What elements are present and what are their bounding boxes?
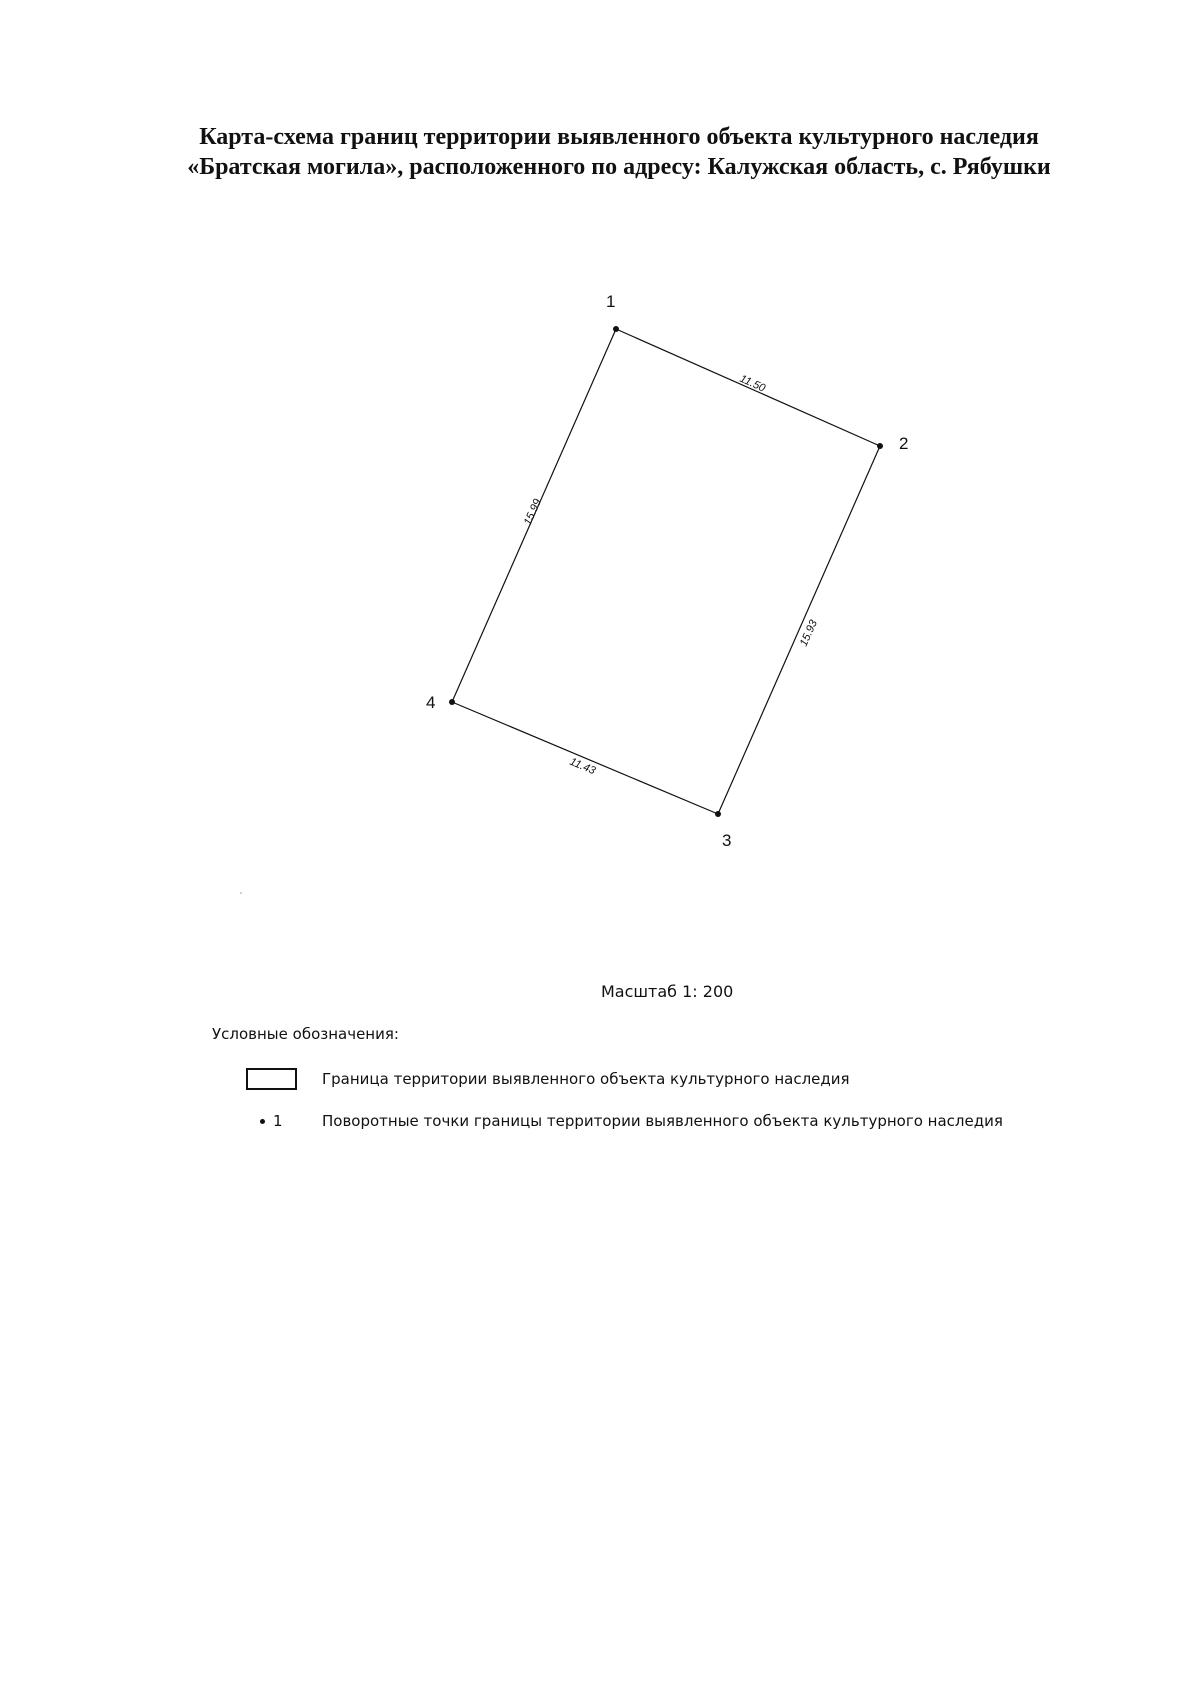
boundary-polygon — [452, 329, 880, 814]
segment-length-3-4: 11.43 — [567, 755, 598, 778]
scan-speck — [240, 892, 242, 894]
legend-symbol-turning-points — [240, 1112, 322, 1130]
dot-icon — [260, 1119, 265, 1124]
turning-point-3 — [715, 811, 721, 817]
point-label-3: 3 — [722, 831, 732, 850]
segment-3-4 — [452, 702, 718, 814]
legend-heading: Условные обозначения: — [212, 1025, 399, 1043]
legend-text-boundary: Граница территории выявленного объекта культурного наследия — [322, 1070, 850, 1088]
legend-item-turning-points — [240, 1108, 1003, 1134]
segment-length-1-2: 11.50 — [737, 372, 768, 395]
map-scale: Масштаб 1: 200 — [601, 982, 734, 1001]
turning-point-2 — [877, 443, 883, 449]
segment-2-3 — [718, 446, 880, 814]
segment-length-2-3: 15.93 — [797, 618, 820, 649]
turning-point-4 — [449, 699, 455, 705]
boundary-rectangle-icon — [246, 1068, 297, 1090]
legend-symbol-label: 1 — [273, 1112, 283, 1130]
segment-length-4-1: 15.99 — [521, 497, 544, 528]
title-line-1: Карта-схема границ территории выявленного объекта культурного наследия — [199, 124, 1039, 150]
turning-point-1 — [613, 326, 619, 332]
point-label-2: 2 — [899, 434, 909, 453]
point-label-4: 4 — [426, 693, 436, 712]
title-line-2: «Братская могила», расположенного по адресу: Калужская область, с. Рябушки — [187, 154, 1051, 180]
legend-symbol-boundary — [240, 1068, 322, 1090]
point-label-1: 1 — [606, 292, 616, 311]
legend-text-turning-points: Поворотные точки границы территории выявленного объекта культурного наследия — [322, 1112, 1003, 1130]
turning-points — [449, 326, 883, 817]
turning-point-dot-icon — [260, 1112, 283, 1130]
legend-item-boundary — [240, 1066, 850, 1092]
